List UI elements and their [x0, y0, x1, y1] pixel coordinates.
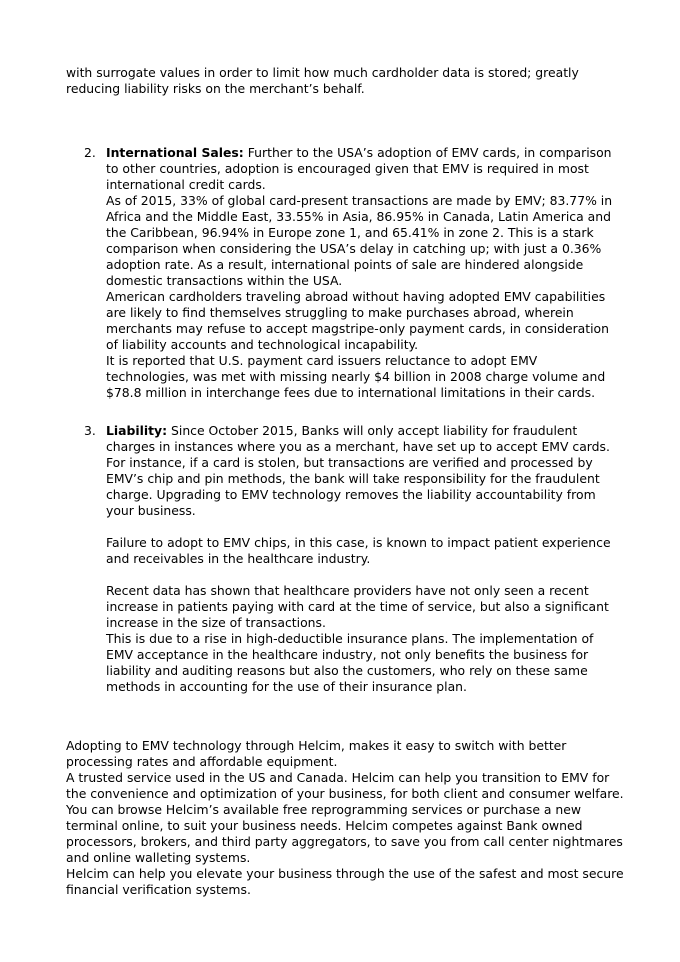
- item-paragraph: American cardholders traveling abroad without having adopted EMV capabilities are likely to find themselves struggling to make purchases abroad, wherein merchants may refuse to accept magstripe-only payment cards, in consideration of liability accounts and technological incapability.: [106, 289, 609, 352]
- closing-section: [66, 738, 626, 898]
- item-label: Liability:: [106, 423, 168, 438]
- list-number: 2.: [84, 145, 96, 160]
- closing-paragraph: Adopting to EMV technology through Helcim, makes it easy to switch with better processing rates and affordable equipment.: [66, 738, 567, 769]
- item-paragraph: It is reported that U.S. payment card issuers reluctance to adopt EMV technologies, was met with missing nearly $4 billion in 2008 charge volume and $78.8 million in interchange fees due to international limitations in their cards.: [106, 353, 606, 400]
- list-item-liability: [0, 423, 616, 695]
- paragraph-gap: [106, 519, 616, 535]
- paragraph-gap: [106, 567, 616, 583]
- list-number: 3.: [84, 423, 96, 438]
- item-lead-text: Since October 2015, Banks will only accept liability for fraudulent charges in instances where you as a merchant, have set up to accept EMV cards. For instance, if a card is stolen, but transactions are verified and processed by EMV’s chip and pin methods, the bank will take responsibility for the fraudulent charge. Upgrading to EMV technology removes the liability accountability from your business.: [106, 423, 610, 518]
- list-item-international-sales: [0, 145, 616, 401]
- numbered-list: [0, 145, 680, 695]
- closing-paragraph: Helcim can help you elevate your business through the use of the safest and most secure financial verification systems.: [66, 866, 624, 897]
- item-label: International Sales:: [106, 145, 244, 160]
- item-paragraph: This is due to a rise in high-deductible insurance plans. The implementation of EMV acceptance in the healthcare industry, not only benefits the business for liability and auditing reasons but also the customers, who rely on these same methods in accounting for the use of their insurance plan.: [106, 631, 594, 694]
- item-paragraph: Failure to adopt to EMV chips, in this case, is known to impact patient experience and receivables in the healthcare industry.: [106, 535, 611, 566]
- item-lead-paragraph: [106, 423, 616, 519]
- item-paragraph: As of 2015, 33% of global card-present transactions are made by EMV; 83.77% in Africa and the Middle East, 33.55% in Asia, 86.95% in Canada, Latin America and the Caribbean, 96.94% in Europe zone 1, and 65.41% in zone 2. This is a stark comparison when considering the USA’s delay in catching up; with just a 0.36% adoption rate. As a result, international points of sale are hindered alongside domestic transactions within the USA.: [106, 193, 613, 288]
- item-lead-text: Further to the USA’s adoption of EMV cards, in comparison to other countries, adoption is encouraged given that EMV is required in most international credit cards.: [106, 145, 612, 192]
- item-lead-paragraph: [106, 145, 616, 193]
- item-paragraph: Recent data has shown that healthcare providers have not only seen a recent increase in patients paying with card at the time of service, but also a significant increase in the size of transactions.: [106, 583, 609, 630]
- intro-paragraph: with surrogate values in order to limit how much cardholder data is stored; greatly reducing liability risks on the merchant’s behalf.: [66, 65, 579, 96]
- closing-paragraph: A trusted service used in the US and Canada. Helcim can help you transition to EMV for the convenience and optimization of your business, for both client and consumer welfare. You can browse Helcim’s available free reprogramming services or purchase a new terminal online, to suit your business needs. Helcim competes against Bank owned processors, brokers, and third party aggregators, to save you from call center nightmares and online walleting systems.: [66, 770, 624, 865]
